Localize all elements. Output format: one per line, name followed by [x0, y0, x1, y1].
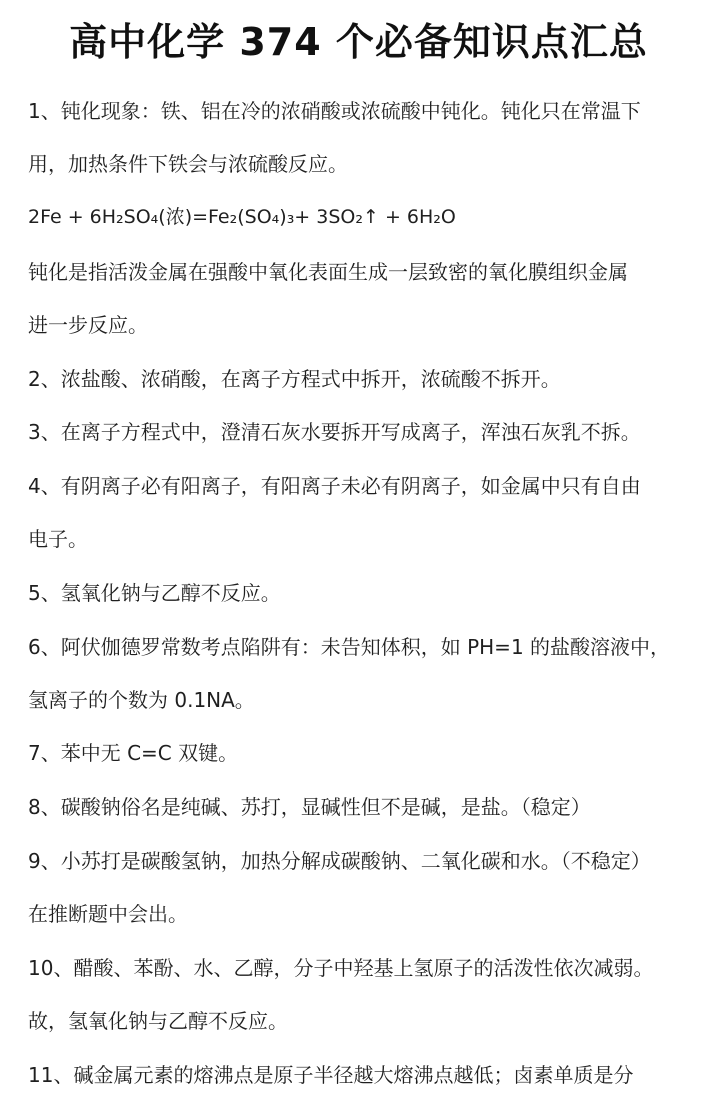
text-line: 6、阿伏伽德罗常数考点陷阱有：未告知体积，如 PH=1 的盐酸溶液中，: [28, 635, 671, 659]
text-line: 11、碱金属元素的熔沸点是原子半径越大熔沸点越低；卤素单质是分: [28, 1063, 634, 1087]
chemical-equation: 2Fe + 6H₂SO₄(浓)=Fe₂(SO₄)₃+ 3SO₂↑ + 6H₂O: [28, 206, 456, 228]
text-line: 2、浓盐酸、浓硝酸，在离子方程式中拆开，浓硫酸不拆开。: [28, 367, 561, 391]
text-line: 4、有阴离子必有阳离子，有阳离子未必有阴离子，如金属中只有自由: [28, 474, 641, 498]
text-line: 电子。: [28, 527, 88, 551]
text-line: 1、钝化现象：铁、铝在冷的浓硝酸或浓硫酸中钝化。钝化只在常温下: [28, 99, 641, 123]
text-line: 用，加热条件下铁会与浓硫酸反应。: [28, 152, 348, 176]
text-line: 故，氢氧化钠与乙醇不反应。: [28, 1009, 288, 1033]
text-line: 8、碳酸钠俗名是纯碱、苏打，显碱性但不是碱，是盐。（稳定）: [28, 795, 591, 819]
text-line: 钝化是指活泼金属在强酸中氧化表面生成一层致密的氧化膜组织金属: [28, 260, 628, 284]
text-line: 进一步反应。: [28, 313, 148, 337]
text-line: 在推断题中会出。: [28, 902, 188, 926]
text-line: 5、氢氧化钠与乙醇不反应。: [28, 581, 281, 605]
text-line: 3、在离子方程式中，澄清石灰水要拆开写成离子，浑浊石灰乳不拆。: [28, 420, 641, 444]
text-line: 9、小苏打是碳酸氢钠，加热分解成碳酸钠、二氧化碳和水。（不稳定）: [28, 849, 651, 873]
page-title: 高中化学 374 个必备知识点汇总: [69, 20, 648, 64]
text-line: 10、醋酸、苯酚、水、乙醇，分子中羟基上氢原子的活泼性依次减弱。: [28, 956, 654, 980]
text-line: 氢离子的个数为 0.1NA。: [28, 688, 255, 712]
text-line: 7、苯中无 C=C 双键。: [28, 741, 239, 765]
